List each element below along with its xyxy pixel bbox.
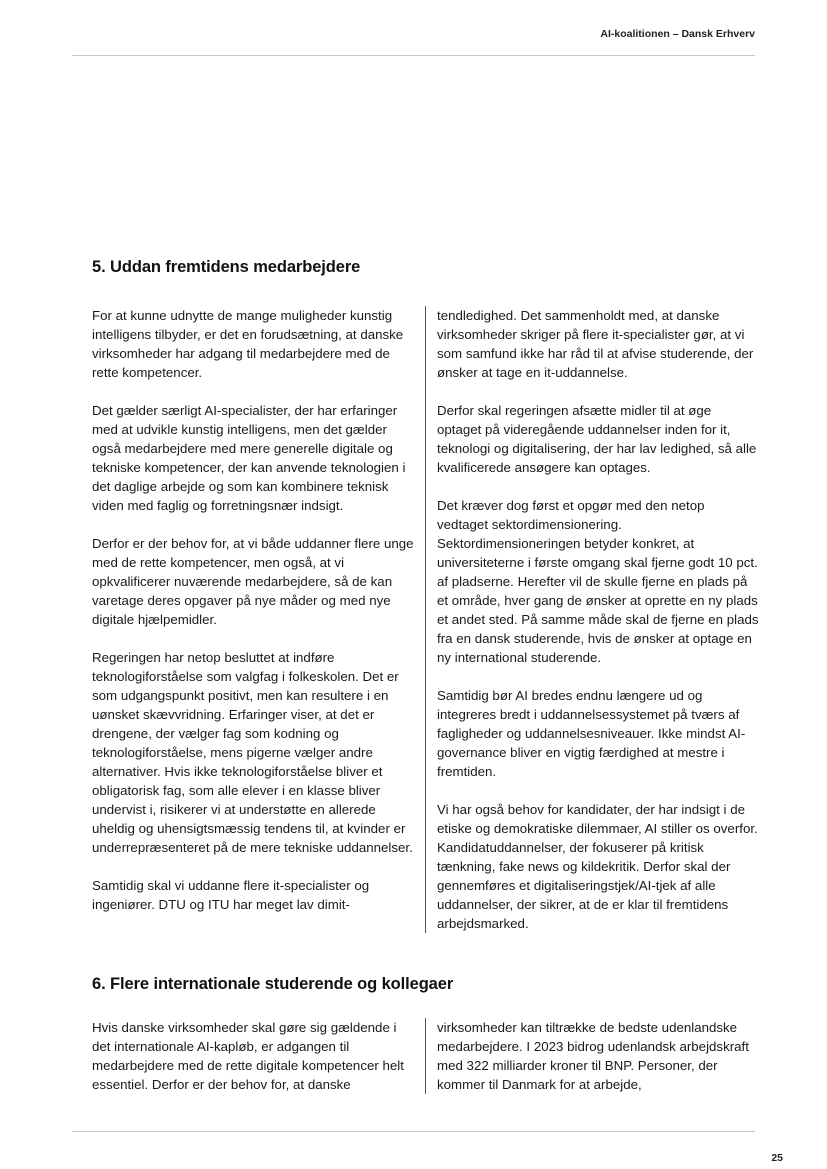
- section-title: 5. Uddan fremtidens medarbejdere: [92, 258, 361, 276]
- paragraph: virksomheder kan tiltrække de bedste udenlandske medarbejdere. I 2023 bidrog udenlandsk arbejdskraft med 322 milliarder kroner til BNP. Personer, der kommer til Danmark for at arbejde,: [437, 1020, 749, 1092]
- two-column-body: [92, 1018, 760, 1094]
- paragraph: tendledighed. Det sammenholdt med, at danske virksomheder skriger på flere it-specialister gør, at vi som samfund ikke har råd til at afvise studerende, der ønsker at tage en it-uddannelse.: [437, 308, 754, 380]
- header-title: AI-koalitionen – Dansk Erhverv: [600, 28, 755, 40]
- paragraph: Regeringen har netop besluttet at indføre teknologiforståelse som valgfag i folkeskolen. Det er som udgangspunkt positivt, men kan resultere i en uønsket skævvridning. Erfaringer viser, at det er drengene, der vælger fag som kodning og teknologiforståelse, mens pigerne vælger andre alternativer. Hvis ikke teknologiforståelse bliver et obligatorisk fag, som alle elever i en klasse bliver undervist i, risikerer vi at understøtte en allerede uheldig og uhensigtsmæssig tendens til, at kvinder er underrepræsenteret på de mere tekniske uddannelser.: [92, 650, 413, 855]
- header-divider: [72, 55, 755, 56]
- paragraph: Det gælder særligt AI-specialister, der har erfaringer med at udvikle kunstig intelligens, men det gælder også medarbejdere med mere generelle digitale og tekniske kompetencer, der kan anvende teknologien i det daglige arbejde og som kan kombinere teknisk viden med faglig og forretningsnær indsigt.: [92, 403, 406, 513]
- paragraph: Derfor er der behov for, at vi både uddanner flere unge med de rette kompetencer, men også, at vi opkvalificerer nuværende medarbejdere, så de kan varetage deres opgaver på nye måder og med nye digitale hjælpemidler.: [92, 536, 414, 627]
- page-number: 25: [771, 1152, 783, 1164]
- column-right: [426, 306, 759, 933]
- footer-divider: [72, 1131, 755, 1132]
- paragraph: For at kunne udnytte de mange muligheder kunstig intelligens tilbyder, er det en forudsætning, at danske virksomheder har adgang til medarbejdere med de rette kompetencer.: [92, 308, 404, 380]
- section-flere-internationale-studerende: [92, 975, 760, 1094]
- paragraph: Hvis danske virksomheder skal gøre sig gældende i det internationale AI-kapløb, er adgangen til medarbejdere med de rette digitale kompetencer helt essentiel. Derfor er der behov for, at danske: [92, 1020, 404, 1092]
- paragraph: Det kræver dog først et opgør med den netop vedtaget sektordimensionering. Sektordimensioneringen betyder konkret, at universiteterne i første omgang skal fjerne godt 10 pct. af pladserne. Herefter vil de skulle fjerne en plads på et område, hver gang de ønsker at oprette en ny plads et andet sted. På samme måde skal de fjerne en plads fra en dansk studerende, hvis de ønsker at optage en ny international studerende.: [437, 498, 759, 665]
- paragraph: Vi har også behov for kandidater, der har indsigt i de etiske og demokratiske dilemmaer, AI stiller os overfor. Kandidatuddannelser, der fokuserer på kritisk tænkning, fake news og kildekritik. Derfor skal der gennemføres et digitaliseringstjek/AI-tjek af alle uddannelser, der sikrer, at de er klar til fremtidens arbejdsmarked.: [437, 802, 758, 931]
- column-left: [92, 1018, 426, 1094]
- paragraph: Derfor skal regeringen afsætte midler til at øge optaget på videregående uddannelser inden for it, teknologi og digitalisering, der har lav ledighed, så alle kvalificerede ansøgere kan optages.: [437, 403, 757, 475]
- paragraph: Samtidig bør AI bredes endnu længere ud og integreres bredt i uddannelsessystemet på tværs af fagligheder og uddannelsesniveauer. Ikke mindst AI-governance bliver en vigtig færdighed at mestre i fremtiden.: [437, 688, 746, 779]
- column-left: [92, 306, 426, 933]
- two-column-body: [92, 306, 760, 933]
- column-right: [426, 1018, 759, 1094]
- paragraph: Samtidig skal vi uddanne flere it-specialister og ingeniører. DTU og ITU har meget lav dimit-: [92, 878, 370, 912]
- section-title: 6. Flere internationale studerende og kollegaer: [92, 975, 454, 993]
- section-uddan-fremtidens-medarbejdere: [92, 258, 760, 933]
